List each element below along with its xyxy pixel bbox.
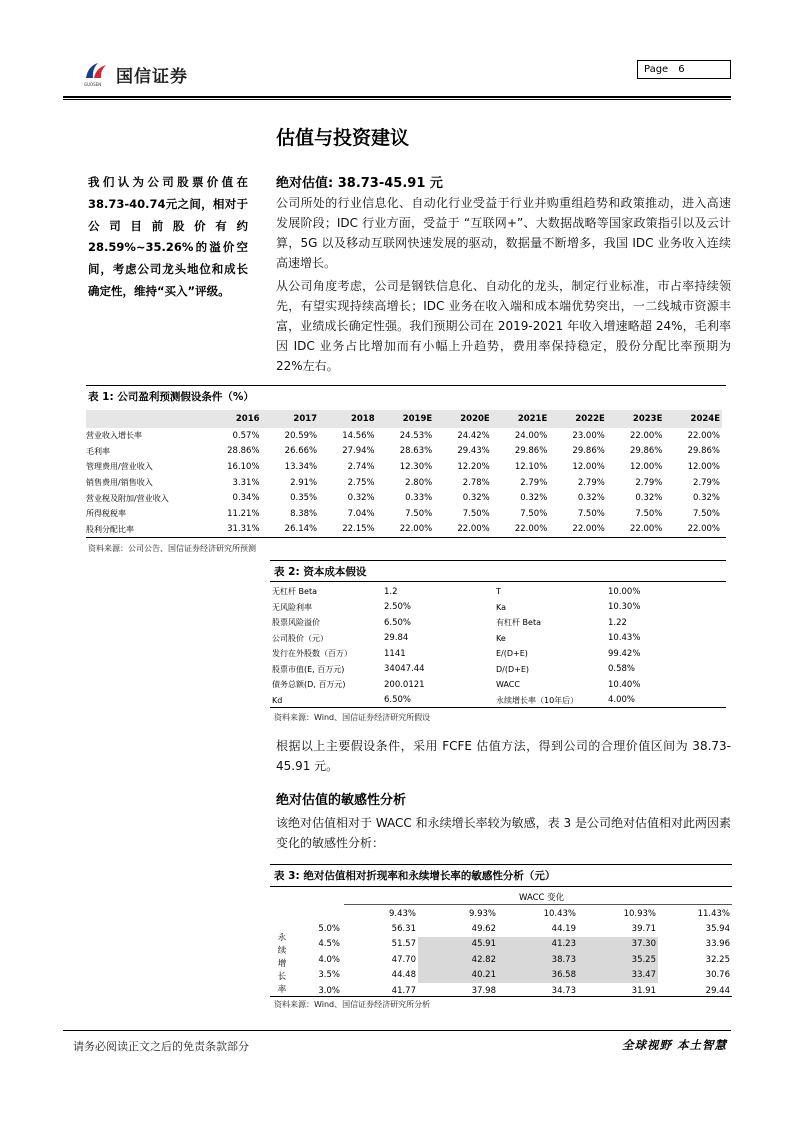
table3-cell: 39.71 — [631, 924, 656, 935]
table1-col: 2017 — [293, 414, 318, 424]
table1-cell: 2.78% — [462, 477, 490, 488]
table1-title: 表 1: 公司盈利预测假设条件（%） — [88, 391, 254, 403]
table1-cell: 29.43% — [457, 446, 490, 457]
table1-source: 资料来源：公司公告、国信证券经济研究所预测 — [88, 544, 256, 553]
table3-cell: 47.70 — [391, 954, 416, 965]
table3-row-axis-label: 永续增长率 — [277, 933, 287, 995]
section-heading-sensitivity: 绝对估值的敏感性分析 — [276, 793, 407, 808]
table1-cell: 11.21% — [227, 508, 260, 519]
table1-header-row — [86, 410, 722, 428]
table2-cell: D/(D+E) — [496, 664, 530, 674]
table1-cell: 12.30% — [399, 461, 433, 472]
table2-cell: 6.50% — [384, 695, 412, 706]
table1-row — [86, 506, 722, 522]
table2-cell: 10.30% — [608, 602, 641, 613]
table1-cell: 7.50% — [692, 508, 720, 519]
table1-col: 2020E — [460, 414, 490, 424]
table1-cell: 29.86% — [514, 446, 548, 457]
table3-cell: 34.73 — [551, 985, 576, 996]
table3-cell: 44.19 — [551, 924, 576, 935]
header-rule — [63, 96, 731, 98]
table3-wacc-rule — [344, 904, 732, 905]
table2-cell: 公司股价（元） — [272, 633, 328, 643]
table3-row — [272, 968, 732, 983]
table3-row — [272, 937, 732, 952]
table1-cell: 0.32% — [520, 493, 548, 504]
table1-row — [86, 428, 722, 444]
table3-cell: 40.21 — [418, 968, 498, 983]
table1-cell: 0.32% — [347, 493, 375, 504]
section-heading-absolute-valuation: 绝对估值: 38.73-45.91 元 — [276, 176, 443, 191]
table1-cell: 22.00% — [572, 524, 605, 535]
page-indicator — [637, 60, 731, 79]
table1-cell: 2.79% — [520, 477, 548, 488]
table1-cell: 20.59% — [284, 430, 318, 441]
table1-cell: 22.00% — [457, 524, 490, 535]
table1-cell: 2.79% — [635, 477, 663, 488]
table1-cell: 27.94% — [342, 446, 375, 457]
table1-cell: 22.00% — [687, 430, 720, 441]
table3-cell: 35.94 — [705, 924, 730, 935]
table3-cell: 33.47 — [578, 968, 658, 983]
table3-header-row — [272, 906, 732, 921]
table1-cell: 2.91% — [290, 477, 318, 488]
table2-cell: 200.0121 — [384, 679, 425, 690]
table1-cell: 14.56% — [342, 430, 375, 441]
table1-cell: 28.86% — [227, 446, 260, 457]
table2-cell: 债务总额(D, 百万元) — [272, 680, 346, 690]
footer-slogan: 全球视野 本土智慧 — [622, 1038, 728, 1052]
table1-row-label: 所得税税率 — [86, 509, 126, 519]
table2-cell: 股票市值(E, 百万元) — [272, 664, 345, 674]
table2-cell: 1.2 — [384, 586, 398, 597]
table3-growth-rate: 3.0% — [318, 985, 340, 996]
table3-growth-rate: 5.0% — [318, 924, 340, 935]
table2-cell: 10.00% — [608, 586, 641, 597]
table2-row — [272, 662, 724, 678]
table1-cell: 2.75% — [347, 477, 375, 488]
table1-cell: 12.00% — [687, 461, 720, 472]
table1-cell: 13.34% — [284, 461, 318, 472]
table1-cell: 12.20% — [457, 461, 490, 472]
table3-top-rule — [270, 864, 732, 865]
table1-cell: 0.34% — [232, 493, 260, 504]
table1-cell: 0.33% — [405, 493, 433, 504]
table1-cell: 22.00% — [399, 524, 433, 535]
table2-cell: 股票风险溢价 — [272, 618, 320, 628]
table1-cell: 26.66% — [284, 446, 318, 457]
table3-cell: 49.62 — [471, 924, 496, 935]
table3-growth-rate: 3.5% — [318, 970, 340, 981]
header-rule-thin — [63, 99, 731, 100]
footer-rule — [63, 1030, 731, 1031]
table1-cell: 3.31% — [232, 477, 260, 488]
table2-header-rule — [270, 581, 726, 582]
table3-col: 9.93% — [468, 908, 496, 919]
table1-col: 2023E — [632, 414, 663, 424]
table3-cell: 45.91 — [418, 937, 498, 952]
paragraph-company: 从公司角度考虑，公司是钢铁信息化、自动化的龙头，制定行业标准，市占率持续领先，有望实现持续高增长；IDC 业务在收入端和成本端优势突出，一二线城市资源丰富，业绩成长确定性强。我们预期公司在 2019-2021 年收入增速略超 24%，毛利率因 IDC 业务占比增加而有小幅上升趋势，费用率保持稳定，股份分配比率预期为 22%左右。 — [276, 279, 731, 373]
table1-cell: 7.50% — [462, 508, 490, 519]
table1-row — [86, 490, 722, 506]
footer-disclaimer: 请务必阅读正文之后的免责条款部分 — [73, 1040, 249, 1053]
table2-cell: 1.22 — [608, 617, 627, 628]
table1-cell: 2.79% — [692, 477, 720, 488]
table1-row-label: 管理费用/营业收入 — [86, 462, 153, 472]
table2-cell: 99.42% — [608, 648, 641, 659]
table2-cell: 6.50% — [384, 617, 412, 628]
table2-bottom-rule — [270, 707, 726, 708]
table1-col: 2016 — [235, 414, 260, 424]
table1-cell: 22.00% — [629, 524, 663, 535]
table1-cell: 12.10% — [514, 461, 548, 472]
table1 — [86, 410, 722, 537]
table3-row — [272, 952, 732, 967]
table2-cell: 29.84 — [384, 633, 409, 644]
table3-cell: 42.82 — [418, 952, 498, 967]
table2-cell: 10.40% — [608, 679, 641, 690]
table3-growth-rate: 4.5% — [318, 939, 340, 950]
table3-growth-rate: 4.0% — [318, 954, 340, 965]
table3-col: 10.43% — [543, 908, 576, 919]
table1-cell: 22.15% — [342, 524, 375, 535]
table3-header-rule — [270, 886, 732, 887]
table2-cell: E/(D+E) — [496, 649, 528, 659]
paragraph-conclusion: 根据以上主要假设条件，采用 FCFE 估值方法，得到公司的合理价值区间为 38.73-45.91 元。 — [276, 739, 731, 773]
table2-row — [272, 646, 724, 662]
table1-cell: 12.00% — [629, 461, 663, 472]
table3-cell: 30.76 — [705, 970, 730, 981]
table1-col: 2018 — [350, 414, 375, 424]
table1-row-label: 毛利率 — [86, 446, 110, 456]
table1-cell: 16.10% — [227, 461, 260, 472]
table1-row-label: 营业收入增长率 — [86, 431, 142, 441]
table1-row — [86, 522, 722, 538]
table1-col: 2019E — [402, 414, 433, 424]
table2-row — [272, 600, 724, 616]
table2-row — [272, 677, 724, 693]
table1-cell: 7.50% — [635, 508, 663, 519]
table2-cell: 4.00% — [608, 695, 636, 706]
table1-cell: 2.80% — [405, 477, 433, 488]
table3-cell: 41.23 — [498, 937, 578, 952]
table1-cell: 22.00% — [687, 524, 720, 535]
table2 — [272, 584, 724, 708]
table3-cell: 51.57 — [391, 939, 416, 950]
table1-cell: 29.86% — [629, 446, 663, 457]
table1-bottom-rule — [86, 537, 726, 538]
table3-cell: 31.91 — [631, 985, 656, 996]
table1-cell: 26.14% — [284, 524, 318, 535]
table2-cell: 无杠杆 Beta — [272, 587, 317, 597]
table1-cell: 12.00% — [572, 461, 605, 472]
table1-top-rule — [86, 385, 726, 386]
logo-icon — [84, 60, 108, 82]
table2-cell: 1141 — [384, 648, 406, 659]
table3-cell: 32.25 — [705, 954, 730, 965]
table3-cell: 35.25 — [578, 952, 658, 967]
table1-col: 2021E — [517, 414, 548, 424]
table2-cell: 永续增长率（10年后） — [496, 695, 579, 705]
table1-cell: 29.86% — [572, 446, 605, 457]
table2-cell: Ka — [496, 602, 507, 612]
table2-row — [272, 615, 724, 631]
table1-cell: 24.53% — [399, 430, 433, 441]
table2-cell: WACC — [496, 680, 520, 690]
table2-row — [272, 693, 724, 709]
table1-cell: 24.42% — [457, 430, 490, 441]
table3-wacc-label: WACC 变化 — [519, 893, 565, 903]
page-number: 6 — [678, 64, 685, 75]
table1-cell: 0.35% — [290, 493, 318, 504]
table1-col: 2024E — [690, 414, 720, 424]
table3 — [272, 906, 732, 998]
table3-cell: 44.48 — [391, 970, 416, 981]
table1-cell: 28.63% — [399, 446, 433, 457]
logo-subtitle: GUOSEN — [84, 82, 102, 87]
table1-col: 2022E — [575, 414, 605, 424]
table1-cell: 0.32% — [635, 493, 663, 504]
table2-top-rule — [270, 560, 726, 561]
table3-row — [272, 921, 732, 936]
table2-cell: 2.50% — [384, 602, 412, 613]
table2-row — [272, 631, 724, 647]
table2-cell: 0.58% — [608, 664, 636, 675]
table2-source: 资料来源：Wind、国信证券经济研究所假设 — [274, 713, 431, 722]
table3-col: 11.43% — [697, 908, 730, 919]
table1-cell: 7.04% — [347, 508, 375, 519]
table3-title: 表 3: 绝对估值相对折现率和永续增长率的敏感性分析（元） — [274, 870, 556, 882]
sidebar-summary: 我们认为公司股票价值在38.73-40.74元之间，相对于公司目前股价有约28.59%~35.26%的溢价空间，考虑公司龙头地位和成长确定性，维持“买入”评级。 — [88, 175, 248, 298]
table3-cell: 36.58 — [498, 968, 578, 983]
table1-cell: 7.50% — [520, 508, 548, 519]
table1-cell: 31.31% — [227, 524, 260, 535]
table1-row-label: 营业税及附加/营业收入 — [86, 493, 169, 503]
table1-row-label: 销售费用/销售收入 — [86, 478, 153, 488]
table1-row — [86, 475, 722, 491]
table3-col: 9.43% — [388, 908, 416, 919]
table3-col: 10.93% — [623, 908, 656, 919]
table3-source: 资料来源：Wind、国信证券经济研究所分析 — [274, 1000, 431, 1009]
table1-row — [86, 459, 722, 475]
table1-cell: 7.50% — [405, 508, 433, 519]
table2-cell: 34047.44 — [384, 664, 425, 675]
table1-cell: 2.79% — [577, 477, 605, 488]
table2-cell: T — [496, 587, 501, 597]
table3-cell: 29.44 — [705, 985, 730, 996]
logo-text: 国信证券 — [116, 67, 188, 87]
table1-cell: 7.50% — [577, 508, 605, 519]
page-title: 估值与投资建议 — [276, 127, 410, 149]
table1-cell: 29.86% — [687, 446, 720, 457]
table2-cell: Kd — [272, 695, 283, 705]
table1-cell: 0.32% — [577, 493, 605, 504]
table3-cell: 37.98 — [471, 985, 496, 996]
paragraph-sensitivity: 该绝对估值相对于 WACC 和永续增长率较为敏感，表 3 是公司绝对估值相对此两因素变化的敏感性分析： — [276, 816, 731, 850]
table3-cell: 41.77 — [391, 985, 416, 996]
table3-bottom-rule — [270, 996, 732, 997]
table2-cell: 发行在外股数（百万） — [272, 649, 352, 659]
table2-title: 表 2: 资本成本假设 — [274, 566, 367, 578]
table3-cell: 56.31 — [391, 924, 416, 935]
table2-cell: 无风险利率 — [272, 602, 312, 612]
table1-cell: 0.57% — [232, 430, 260, 441]
table1-cell: 22.00% — [629, 430, 663, 441]
table1-cell: 0.32% — [692, 493, 720, 504]
table2-cell: Ke — [496, 633, 506, 643]
table3-cell: 37.30 — [578, 937, 658, 952]
table3-cell: 38.73 — [498, 952, 578, 967]
table1-row-label: 股利分配比率 — [86, 524, 134, 534]
table1-row — [86, 444, 722, 460]
table2-cell: 有杠杆 Beta — [496, 618, 541, 628]
table1-cell: 8.38% — [290, 508, 318, 519]
page-label: Page — [644, 64, 669, 75]
paragraph-industry: 公司所处的行业信息化、自动化行业受益于行业并购重组趋势和政策推动，进入高速发展阶段；IDC 行业方面，受益于 “互联网+”、大数据战略等国家政策指引以及云计算，5G 以及移动互联网快速发展的驱动，数据量不断增多，我国 IDC 业务收入连续高速增长。 — [276, 196, 731, 270]
table3-cell: 33.96 — [705, 939, 730, 950]
table2-row — [272, 584, 724, 600]
table1-cell: 22.00% — [514, 524, 548, 535]
table1-cell: 0.32% — [462, 493, 490, 504]
table1-cell: 23.00% — [572, 430, 605, 441]
table2-cell: 10.43% — [608, 633, 641, 644]
table1-cell: 24.00% — [514, 430, 548, 441]
table1-cell: 2.74% — [347, 461, 375, 472]
